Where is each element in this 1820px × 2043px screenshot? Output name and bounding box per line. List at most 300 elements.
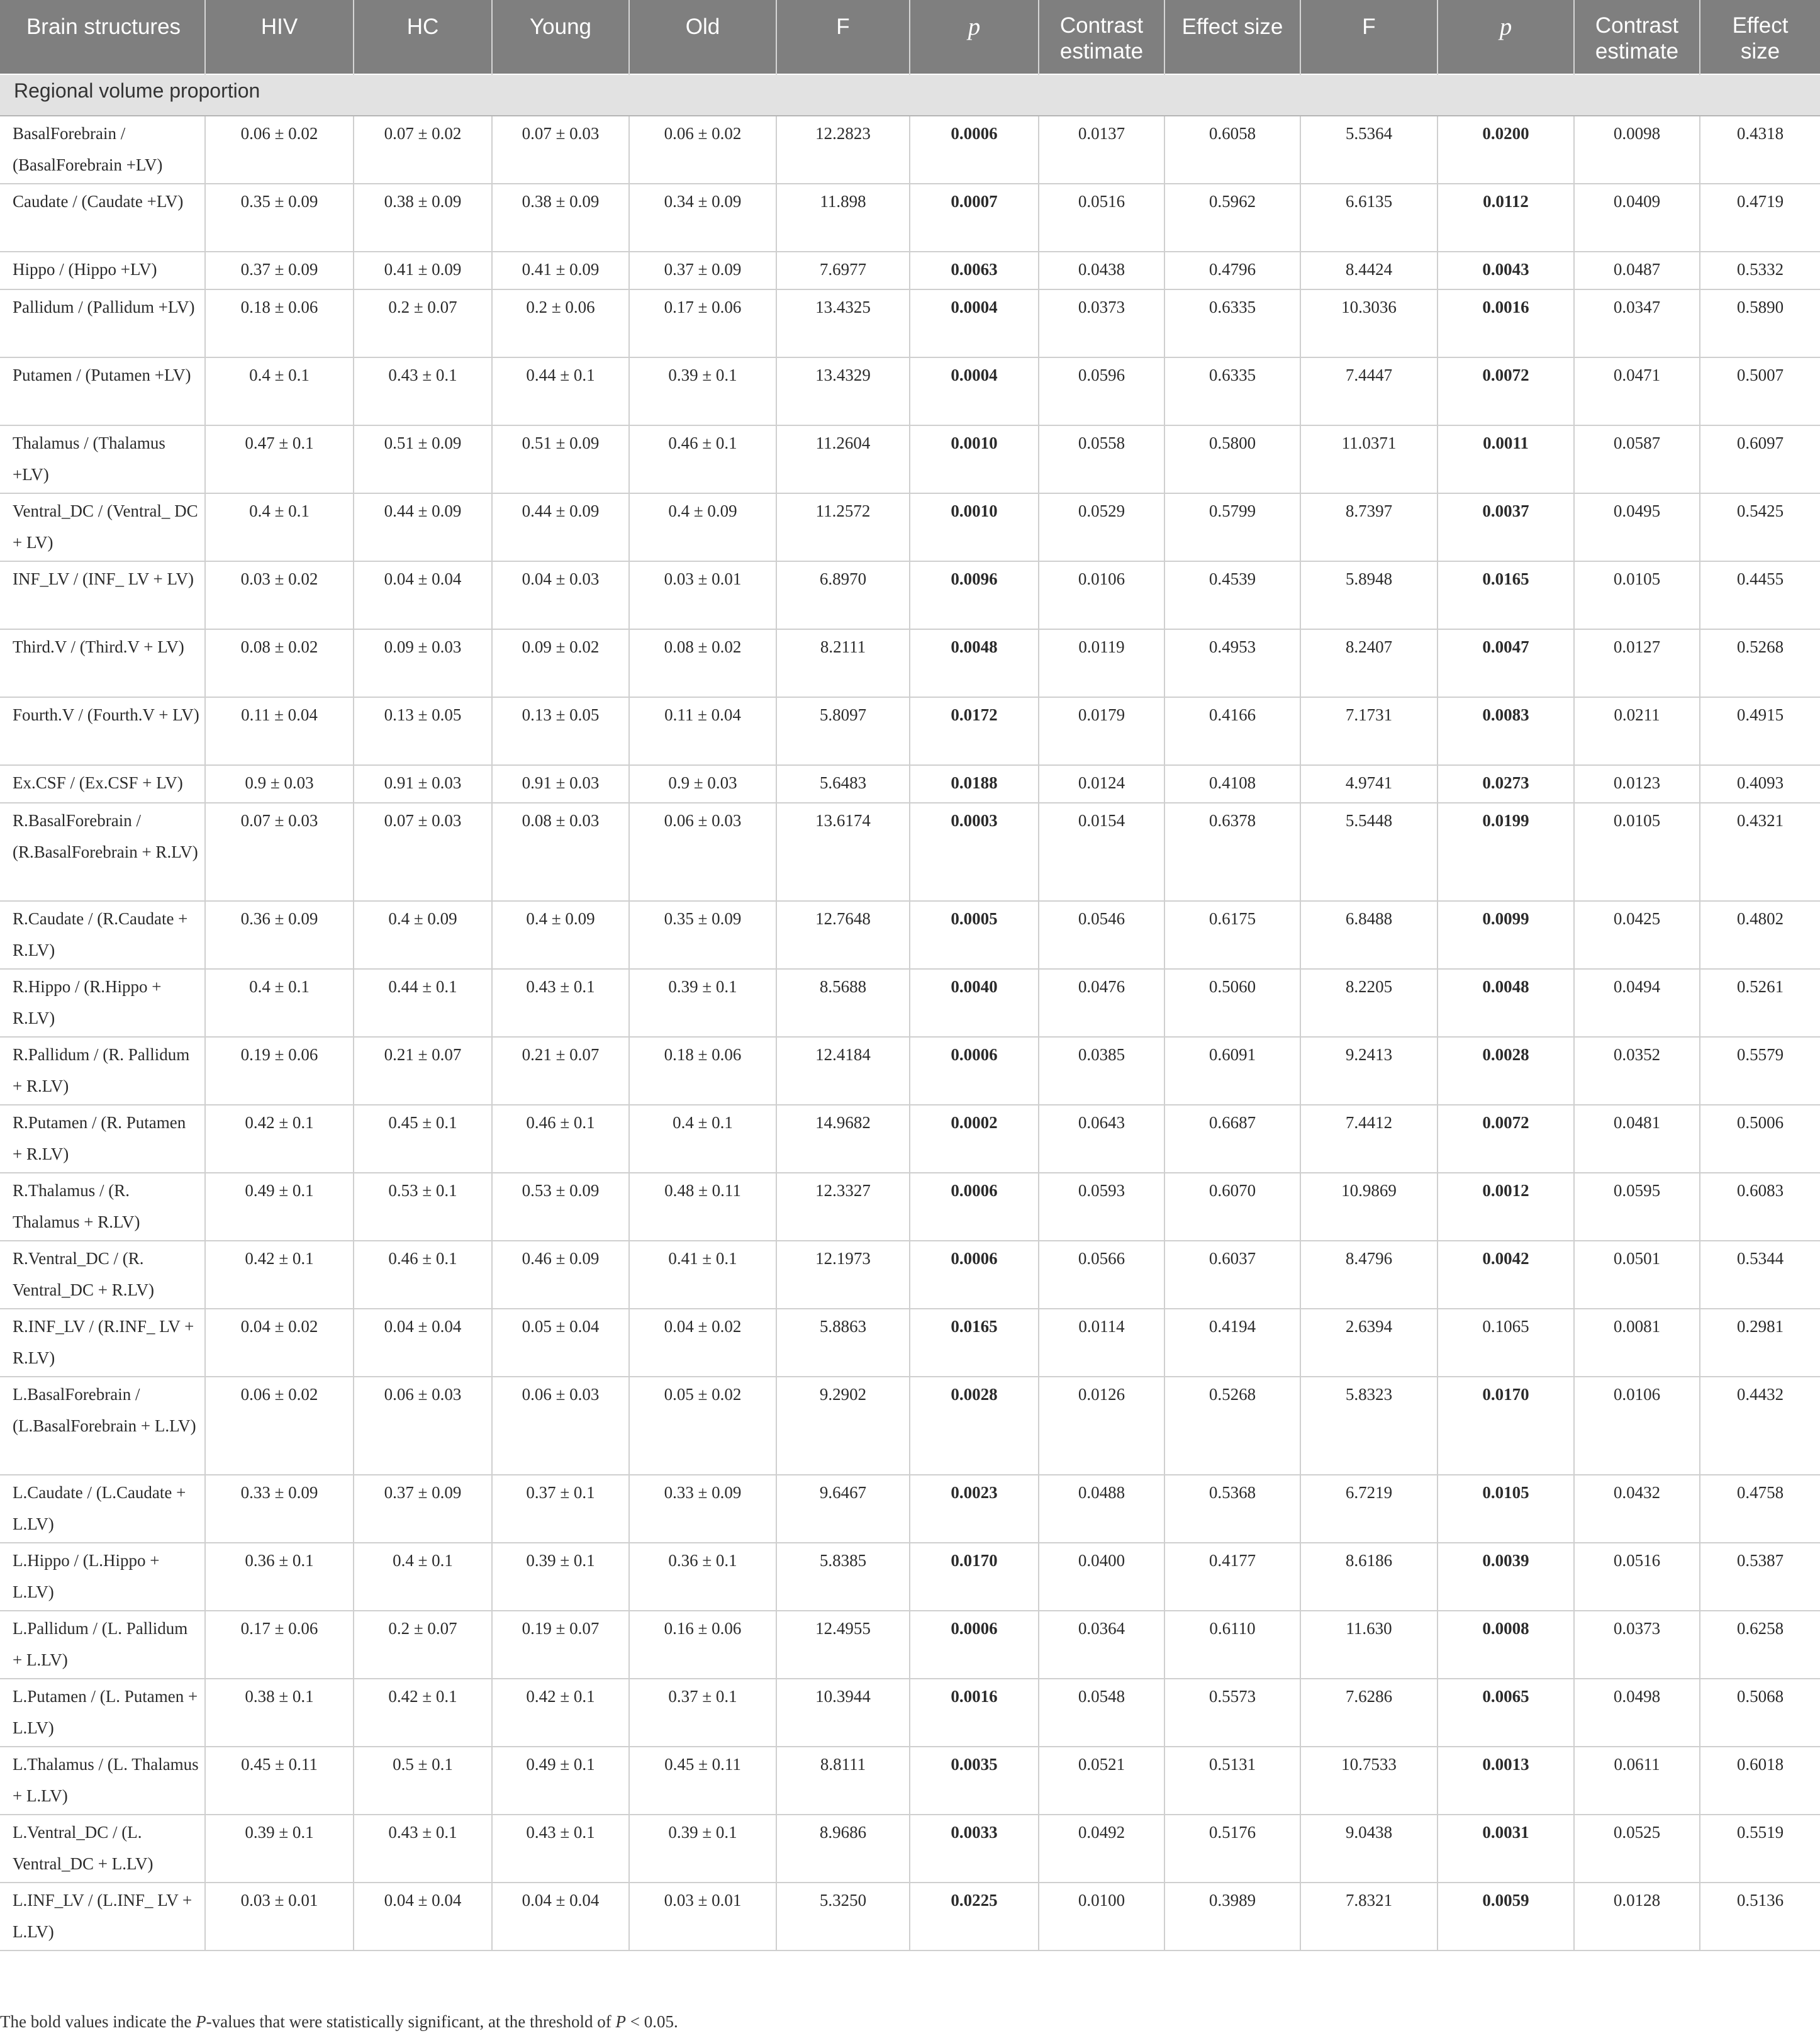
- row-label: R.Pallidum / (R. Pallidum + R.LV): [0, 1037, 205, 1105]
- table-cell: 0.46 ± 0.1: [629, 425, 776, 493]
- table-cell: 0.41 ± 0.1: [629, 1241, 776, 1309]
- table-cell: 0.2 ± 0.07: [354, 1611, 492, 1679]
- table-cell: 11.2572: [776, 493, 910, 561]
- table-cell: 0.48 ± 0.11: [629, 1173, 776, 1241]
- table-cell: 8.2111: [776, 629, 910, 697]
- table-cell: 0.0106: [1574, 1377, 1700, 1475]
- table-cell: 0.07 ± 0.02: [354, 116, 492, 184]
- table-cell: 0.6070: [1164, 1173, 1300, 1241]
- table-cell: 0.0200: [1438, 116, 1574, 184]
- table-cell: 0.6037: [1164, 1241, 1300, 1309]
- header-p-group: p: [910, 0, 1039, 74]
- table-cell: 0.4 ± 0.1: [205, 493, 354, 561]
- table-cell: 10.7533: [1300, 1747, 1438, 1815]
- table-cell: 0.3989: [1164, 1883, 1300, 1951]
- table-cell: 7.8321: [1300, 1883, 1438, 1951]
- table-cell: 9.6467: [776, 1475, 910, 1543]
- table-cell: 0.04 ± 0.02: [629, 1309, 776, 1377]
- table-row: [0, 969, 1820, 1037]
- table-cell: 0.21 ± 0.07: [354, 1037, 492, 1105]
- table-cell: 0.0501: [1574, 1241, 1700, 1309]
- table-cell: 0.37 ± 0.09: [354, 1475, 492, 1543]
- table-cell: 0.06 ± 0.02: [629, 116, 776, 184]
- table-cell: 0.0373: [1039, 289, 1164, 357]
- table-cell: 0.4796: [1164, 252, 1300, 289]
- footnote-prefix: The bold values indicate the: [0, 2012, 196, 2031]
- table-cell: 0.0016: [1438, 289, 1574, 357]
- table-cell: 0.34 ± 0.09: [629, 184, 776, 252]
- table-cell: 0.5332: [1700, 252, 1820, 289]
- table-cell: 7.1731: [1300, 697, 1438, 765]
- table-cell: 0.0123: [1574, 765, 1700, 803]
- table-cell: 12.4955: [776, 1611, 910, 1679]
- table-row: [0, 184, 1820, 252]
- table-cell: 0.0179: [1039, 697, 1164, 765]
- table-cell: 0.4321: [1700, 803, 1820, 901]
- table-cell: 0.44 ± 0.09: [492, 493, 629, 561]
- table-cell: 0.46 ± 0.1: [354, 1241, 492, 1309]
- table-cell: 0.5006: [1700, 1105, 1820, 1173]
- table-cell: 0.0081: [1574, 1309, 1700, 1377]
- table-cell: 0.38 ± 0.09: [354, 184, 492, 252]
- table-cell: 0.43 ± 0.1: [492, 969, 629, 1037]
- table-cell: 0.0119: [1039, 629, 1164, 697]
- table-cell: 0.0010: [910, 493, 1039, 561]
- table-cell: 0.0587: [1574, 425, 1700, 493]
- table-cell: 0.4719: [1700, 184, 1820, 252]
- table-cell: 0.0172: [910, 697, 1039, 765]
- table-cell: 0.5962: [1164, 184, 1300, 252]
- section-row: [0, 74, 1820, 116]
- table-cell: 0.0016: [910, 1679, 1039, 1747]
- table-cell: 0.0273: [1438, 765, 1574, 803]
- table-cell: 0.0048: [910, 629, 1039, 697]
- table-cell: 0.5425: [1700, 493, 1820, 561]
- table-cell: 0.0028: [910, 1377, 1039, 1475]
- row-label: Pallidum / (Pallidum +LV): [0, 289, 205, 357]
- table-cell: 0.0126: [1039, 1377, 1164, 1475]
- table-cell: 0.0096: [910, 561, 1039, 629]
- row-label: Putamen / (Putamen +LV): [0, 357, 205, 425]
- table-cell: 12.7648: [776, 901, 910, 969]
- table-cell: 0.16 ± 0.06: [629, 1611, 776, 1679]
- table-cell: 0.46 ± 0.1: [492, 1105, 629, 1173]
- table-cell: 0.5579: [1700, 1037, 1820, 1105]
- table-row: [0, 561, 1820, 629]
- table-cell: 0.0072: [1438, 357, 1574, 425]
- row-label: R.BasalForebrain / (R.BasalForebrain + R.LV): [0, 803, 205, 901]
- table-cell: 0.37 ± 0.1: [629, 1679, 776, 1747]
- table-cell: 0.0347: [1574, 289, 1700, 357]
- table-cell: 0.5573: [1164, 1679, 1300, 1747]
- table-cell: 0.0006: [910, 1173, 1039, 1241]
- table-cell: 12.4184: [776, 1037, 910, 1105]
- table-cell: 0.5176: [1164, 1815, 1300, 1883]
- table-cell: 0.0471: [1574, 357, 1700, 425]
- table-cell: 0.0005: [910, 901, 1039, 969]
- table-cell: 0.0596: [1039, 357, 1164, 425]
- row-label: Ventral_DC / (Ventral_ DC + LV): [0, 493, 205, 561]
- table-cell: 0.37 ± 0.09: [629, 252, 776, 289]
- table-cell: 10.9869: [1300, 1173, 1438, 1241]
- table-cell: 0.0516: [1574, 1543, 1700, 1611]
- table-cell: 0.06 ± 0.03: [629, 803, 776, 901]
- table-cell: 0.04 ± 0.04: [354, 1309, 492, 1377]
- table-cell: 6.8970: [776, 561, 910, 629]
- row-label: Thalamus / (Thalamus +LV): [0, 425, 205, 493]
- table-cell: 0.4108: [1164, 765, 1300, 803]
- table-cell: 0.0013: [1438, 1747, 1574, 1815]
- table-cell: 8.2407: [1300, 629, 1438, 697]
- table-cell: 0.5060: [1164, 969, 1300, 1037]
- table-cell: 0.5068: [1700, 1679, 1820, 1747]
- table-cell: 11.0371: [1300, 425, 1438, 493]
- table-cell: 0.42 ± 0.1: [205, 1105, 354, 1173]
- row-label: Caudate / (Caudate +LV): [0, 184, 205, 252]
- table-cell: 0.45 ± 0.11: [629, 1747, 776, 1815]
- table-cell: 0.5268: [1700, 629, 1820, 697]
- table-cell: 0.0385: [1039, 1037, 1164, 1105]
- table-cell: 6.7219: [1300, 1475, 1438, 1543]
- table-cell: 0.6097: [1700, 425, 1820, 493]
- table-cell: 0.35 ± 0.09: [629, 901, 776, 969]
- table-cell: 0.0432: [1574, 1475, 1700, 1543]
- table-cell: 0.18 ± 0.06: [205, 289, 354, 357]
- table-row: [0, 901, 1820, 969]
- table-cell: 0.0225: [910, 1883, 1039, 1951]
- table-cell: 0.0487: [1574, 252, 1700, 289]
- table-cell: 0.0188: [910, 765, 1039, 803]
- table-cell: 0.0106: [1039, 561, 1164, 629]
- table-row: [0, 252, 1820, 289]
- table-cell: 0.07 ± 0.03: [492, 116, 629, 184]
- table-cell: 0.0002: [910, 1105, 1039, 1173]
- row-label: L.Ventral_DC / (L. Ventral_DC + L.LV): [0, 1815, 205, 1883]
- table-cell: 0.51 ± 0.09: [492, 425, 629, 493]
- table-cell: 12.2823: [776, 116, 910, 184]
- table-cell: 8.4796: [1300, 1241, 1438, 1309]
- table-row: [0, 765, 1820, 803]
- table-cell: 0.41 ± 0.09: [354, 252, 492, 289]
- table-cell: 0.42 ± 0.1: [492, 1679, 629, 1747]
- table-cell: 0.0065: [1438, 1679, 1574, 1747]
- row-label: L.Putamen / (L. Putamen + L.LV): [0, 1679, 205, 1747]
- table-cell: 0.6018: [1700, 1747, 1820, 1815]
- table-cell: 0.0438: [1039, 252, 1164, 289]
- table-cell: 8.9686: [776, 1815, 910, 1883]
- table-cell: 0.0006: [910, 1611, 1039, 1679]
- table-cell: 0.9 ± 0.03: [205, 765, 354, 803]
- table-cell: 9.2902: [776, 1377, 910, 1475]
- table-body: [0, 74, 1820, 1951]
- table-cell: 0.06 ± 0.02: [205, 1377, 354, 1475]
- table-cell: 0.42 ± 0.1: [354, 1679, 492, 1747]
- table-cell: 0.13 ± 0.05: [354, 697, 492, 765]
- table-cell: 0.0492: [1039, 1815, 1164, 1883]
- table-cell: 0.33 ± 0.09: [629, 1475, 776, 1543]
- header-hiv: HIV: [205, 0, 354, 74]
- table-cell: 0.0611: [1574, 1747, 1700, 1815]
- table-cell: 0.0112: [1438, 184, 1574, 252]
- table-cell: 0.6083: [1700, 1173, 1820, 1241]
- table-cell: 5.8097: [776, 697, 910, 765]
- row-label: L.Caudate / (L.Caudate + L.LV): [0, 1475, 205, 1543]
- table-cell: 0.0558: [1039, 425, 1164, 493]
- table-cell: 0.0008: [1438, 1611, 1574, 1679]
- table-cell: 0.5368: [1164, 1475, 1300, 1543]
- table-cell: 0.17 ± 0.06: [205, 1611, 354, 1679]
- table-cell: 0.0352: [1574, 1037, 1700, 1105]
- table-cell: 0.0033: [910, 1815, 1039, 1883]
- header-old: Old: [629, 0, 776, 74]
- table-cell: 10.3944: [776, 1679, 910, 1747]
- table-row: [0, 1105, 1820, 1173]
- table-cell: 0.04 ± 0.02: [205, 1309, 354, 1377]
- table-cell: 0.0170: [1438, 1377, 1574, 1475]
- table-cell: 0.0042: [1438, 1241, 1574, 1309]
- table-cell: 0.44 ± 0.1: [492, 357, 629, 425]
- header-row: [0, 0, 1820, 74]
- table-cell: 0.0004: [910, 289, 1039, 357]
- table-cell: 0.6687: [1164, 1105, 1300, 1173]
- table-cell: 0.0425: [1574, 901, 1700, 969]
- table-cell: 0.0593: [1039, 1173, 1164, 1241]
- table-cell: 0.0495: [1574, 493, 1700, 561]
- table-cell: 0.36 ± 0.1: [205, 1543, 354, 1611]
- header-hc: HC: [354, 0, 492, 74]
- table-cell: 0.08 ± 0.02: [629, 629, 776, 697]
- table-cell: 0.4194: [1164, 1309, 1300, 1377]
- table-cell: 8.8111: [776, 1747, 910, 1815]
- table-cell: 0.4539: [1164, 561, 1300, 629]
- table-cell: 0.0488: [1039, 1475, 1164, 1543]
- table-row: [0, 1815, 1820, 1883]
- table-cell: 10.3036: [1300, 289, 1438, 357]
- table-cell: 0.91 ± 0.03: [492, 765, 629, 803]
- table-cell: 8.7397: [1300, 493, 1438, 561]
- table-cell: 0.03 ± 0.01: [205, 1883, 354, 1951]
- table-cell: 0.91 ± 0.03: [354, 765, 492, 803]
- table-cell: 0.1065: [1438, 1309, 1574, 1377]
- table-cell: 0.0498: [1574, 1679, 1700, 1747]
- table-cell: 0.0199: [1438, 803, 1574, 901]
- table-cell: 0.0048: [1438, 969, 1574, 1037]
- table-cell: 13.4325: [776, 289, 910, 357]
- table-cell: 0.6058: [1164, 116, 1300, 184]
- table-cell: 0.0006: [910, 116, 1039, 184]
- table-cell: 0.0105: [1574, 803, 1700, 901]
- table-cell: 0.39 ± 0.1: [629, 969, 776, 1037]
- table-cell: 0.06 ± 0.03: [354, 1377, 492, 1475]
- table-cell: 0.04 ± 0.03: [492, 561, 629, 629]
- table-cell: 0.4093: [1700, 765, 1820, 803]
- footnote-middle: -values that were statistically significant, at the threshold of: [206, 2012, 616, 2031]
- table-cell: 0.06 ± 0.02: [205, 116, 354, 184]
- table-cell: 0.0114: [1039, 1309, 1164, 1377]
- table-cell: 0.5261: [1700, 969, 1820, 1037]
- table-cell: 0.45 ± 0.11: [205, 1747, 354, 1815]
- table-cell: 0.11 ± 0.04: [629, 697, 776, 765]
- table-cell: 0.6091: [1164, 1037, 1300, 1105]
- table-cell: 0.0481: [1574, 1105, 1700, 1173]
- table-cell: 0.0127: [1574, 629, 1700, 697]
- table-cell: 0.5007: [1700, 357, 1820, 425]
- table-cell: 0.36 ± 0.1: [629, 1543, 776, 1611]
- table-cell: 12.1973: [776, 1241, 910, 1309]
- table-cell: 0.0031: [1438, 1815, 1574, 1883]
- row-label: R.Caudate / (R.Caudate + R.LV): [0, 901, 205, 969]
- table-cell: 0.04 ± 0.04: [354, 561, 492, 629]
- table-cell: 0.0035: [910, 1747, 1039, 1815]
- table-cell: 0.0059: [1438, 1883, 1574, 1951]
- table-row: [0, 1611, 1820, 1679]
- table-cell: 0.46 ± 0.09: [492, 1241, 629, 1309]
- table-cell: 0.45 ± 0.1: [354, 1105, 492, 1173]
- table-cell: 0.05 ± 0.02: [629, 1377, 776, 1475]
- table-cell: 0.0494: [1574, 969, 1700, 1037]
- row-label: L.Hippo / (L.Hippo + L.LV): [0, 1543, 205, 1611]
- table-cell: 0.42 ± 0.1: [205, 1241, 354, 1309]
- table-row: [0, 1883, 1820, 1951]
- table-cell: 0.0516: [1039, 184, 1164, 252]
- table-cell: 0.0105: [1438, 1475, 1574, 1543]
- table-cell: 0.2 ± 0.06: [492, 289, 629, 357]
- table-cell: 0.4 ± 0.09: [629, 493, 776, 561]
- table-cell: 12.3327: [776, 1173, 910, 1241]
- table-cell: 0.09 ± 0.03: [354, 629, 492, 697]
- table-cell: 14.9682: [776, 1105, 910, 1173]
- table-cell: 0.0595: [1574, 1173, 1700, 1241]
- table-cell: 0.6378: [1164, 803, 1300, 901]
- table-cell: 0.4 ± 0.09: [492, 901, 629, 969]
- table-cell: 0.0643: [1039, 1105, 1164, 1173]
- table-cell: 5.5364: [1300, 116, 1438, 184]
- table-cell: 0.47 ± 0.1: [205, 425, 354, 493]
- table-cell: 0.0012: [1438, 1173, 1574, 1241]
- table-cell: 0.37 ± 0.09: [205, 252, 354, 289]
- table-cell: 0.5800: [1164, 425, 1300, 493]
- table-cell: 0.38 ± 0.09: [492, 184, 629, 252]
- header-f-age: F: [1300, 0, 1438, 74]
- table-cell: 0.5344: [1700, 1241, 1820, 1309]
- table-cell: 0.0170: [910, 1543, 1039, 1611]
- table-cell: 0.35 ± 0.09: [205, 184, 354, 252]
- table-cell: 5.5448: [1300, 803, 1438, 901]
- table-cell: 0.37 ± 0.1: [492, 1475, 629, 1543]
- row-label: Fourth.V / (Fourth.V + LV): [0, 697, 205, 765]
- table-cell: 0.41 ± 0.09: [492, 252, 629, 289]
- table-row: [0, 1173, 1820, 1241]
- table-row: [0, 1543, 1820, 1611]
- table-cell: 0.03 ± 0.01: [629, 1883, 776, 1951]
- table-cell: 0.51 ± 0.09: [354, 425, 492, 493]
- table-cell: 0.04 ± 0.04: [354, 1883, 492, 1951]
- table-cell: 0.0211: [1574, 697, 1700, 765]
- table-row: [0, 1309, 1820, 1377]
- table-cell: 0.0039: [1438, 1543, 1574, 1611]
- table-cell: 0.39 ± 0.1: [492, 1543, 629, 1611]
- table-cell: 9.0438: [1300, 1815, 1438, 1883]
- table-cell: 0.0047: [1438, 629, 1574, 697]
- table-cell: 0.0072: [1438, 1105, 1574, 1173]
- table-cell: 0.0105: [1574, 561, 1700, 629]
- table-cell: 6.8488: [1300, 901, 1438, 969]
- table-cell: 0.4 ± 0.1: [354, 1543, 492, 1611]
- row-label: R.Thalamus / (R. Thalamus + R.LV): [0, 1173, 205, 1241]
- table-cell: 0.08 ± 0.02: [205, 629, 354, 697]
- table-cell: 0.03 ± 0.01: [629, 561, 776, 629]
- table-cell: 0.5890: [1700, 289, 1820, 357]
- table-cell: 0.05 ± 0.04: [492, 1309, 629, 1377]
- table-cell: 0.6335: [1164, 357, 1300, 425]
- table-cell: 0.03 ± 0.02: [205, 561, 354, 629]
- table-cell: 0.44 ± 0.09: [354, 493, 492, 561]
- table-cell: 0.0010: [910, 425, 1039, 493]
- table-cell: 0.4802: [1700, 901, 1820, 969]
- table-cell: 0.4 ± 0.09: [354, 901, 492, 969]
- table-cell: 0.0004: [910, 357, 1039, 425]
- header-contrast-estimate-group: Contrast estimate: [1039, 0, 1164, 74]
- table-cell: 6.6135: [1300, 184, 1438, 252]
- table-cell: 0.5519: [1700, 1815, 1820, 1883]
- table-cell: 7.6286: [1300, 1679, 1438, 1747]
- header-effect-size-age: Effect size: [1700, 0, 1820, 74]
- table-row: [0, 1377, 1820, 1475]
- table-cell: 0.0373: [1574, 1611, 1700, 1679]
- table-cell: 0.0128: [1574, 1883, 1700, 1951]
- table-cell: 0.33 ± 0.09: [205, 1475, 354, 1543]
- table-cell: 0.0165: [1438, 561, 1574, 629]
- table-cell: 0.39 ± 0.1: [629, 357, 776, 425]
- table-row: [0, 357, 1820, 425]
- section-label: Regional volume proportion: [0, 74, 1820, 116]
- table-cell: 0.38 ± 0.1: [205, 1679, 354, 1747]
- table-cell: 5.8323: [1300, 1377, 1438, 1475]
- table-cell: 0.0098: [1574, 116, 1700, 184]
- row-label: R.Putamen / (R. Putamen + R.LV): [0, 1105, 205, 1173]
- table-cell: 0.18 ± 0.06: [629, 1037, 776, 1105]
- table-cell: 5.6483: [776, 765, 910, 803]
- table-cell: 8.5688: [776, 969, 910, 1037]
- table-row: [0, 629, 1820, 697]
- table-cell: 0.0100: [1039, 1883, 1164, 1951]
- table-cell: 0.6258: [1700, 1611, 1820, 1679]
- table-cell: 11.2604: [776, 425, 910, 493]
- table-cell: 0.0006: [910, 1037, 1039, 1105]
- row-label: R.INF_LV / (R.INF_ LV + R.LV): [0, 1309, 205, 1377]
- table-cell: 0.4915: [1700, 697, 1820, 765]
- table-cell: 0.43 ± 0.1: [492, 1815, 629, 1883]
- table-cell: 0.09 ± 0.02: [492, 629, 629, 697]
- row-label: L.INF_LV / (L.INF_ LV + L.LV): [0, 1883, 205, 1951]
- table-cell: 0.0476: [1039, 969, 1164, 1037]
- table-cell: 9.2413: [1300, 1037, 1438, 1105]
- table-cell: 0.0023: [910, 1475, 1039, 1543]
- table-cell: 7.6977: [776, 252, 910, 289]
- table-row: [0, 1679, 1820, 1747]
- footnote-p-label: P: [196, 2012, 206, 2031]
- footnote-suffix: < 0.05.: [625, 2012, 678, 2031]
- table-row: [0, 1747, 1820, 1815]
- table-cell: 4.9741: [1300, 765, 1438, 803]
- header-effect-size-group: Effect size: [1164, 0, 1300, 74]
- table-cell: 0.4758: [1700, 1475, 1820, 1543]
- table-cell: 0.6110: [1164, 1611, 1300, 1679]
- table-row: [0, 116, 1820, 184]
- row-label: R.Hippo / (R.Hippo + R.LV): [0, 969, 205, 1037]
- footnote-p-label-2: P: [615, 2012, 626, 2031]
- table-cell: 0.4166: [1164, 697, 1300, 765]
